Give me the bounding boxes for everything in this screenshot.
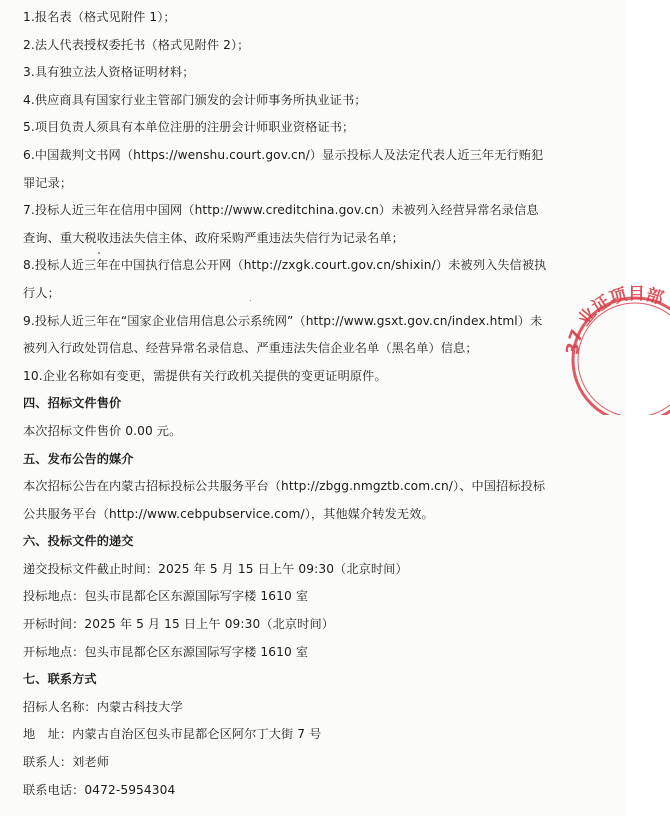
requirement-item-1: 1.报名表（格式见附件 1）； [23,10,176,24]
scan-speck [98,252,100,254]
requirement-item-7: 7.投标人近三年在信用中国网（http://www.creditchina.gov.cn）未被列入经营异常名录信息 [23,203,539,218]
submission-deadline: 递交投标文件截止时间：2025 年 5 月 15 日上午 09:30（北京时间） [23,561,408,576]
requirement-item-6-cont: 罪记录； [23,175,73,190]
requirement-item-9: 9.投标人近三年在“国家企业信用信息公示系统网”（http://www.gsxt.gov.cn/index.html）未 [23,313,543,328]
opening-time: 开标时间：2025 年 5 月 15 日上午 09:30（北京时间） [23,617,335,632]
contact-phone: 联系电话：0472-5954304 [23,782,176,797]
tenderer-name: 招标人名称：内蒙古科技大学 [23,699,183,714]
seal-text: 37 业证项目部 [562,285,666,356]
requirement-item-6: 6.中国裁判文书网（https://wenshu.court.gov.cn/）显示投标人及法定代表人近三年无行贿犯 [23,147,544,162]
contact-person: 联系人：刘老师 [23,755,110,770]
submission-location: 投标地点：包头市昆都仑区东源国际写字楼 1610 室 [23,589,309,604]
requirement-item-7-cont: 查询、重大税收违法失信主体、政府采购严重违法失信行为记录名单； [23,230,404,245]
requirement-item-8: 8.投标人近三年在中国执行信息公开网（http://zxgk.court.gov.cn/shixin/）未被列入失信被执 [23,258,547,273]
requirement-item-8-cont: 行人； [23,285,60,300]
section-4-heading: 四、招标文件售价 [23,396,122,411]
requirement-item-2: 2.法人代表授权委托书（格式见附件 2）； [23,37,250,52]
section-6-heading: 六、投标文件的递交 [23,534,134,549]
section-7-heading: 七、联系方式 [23,672,97,687]
media-line-1: 本次招标公告在内蒙古招标投标公共服务平台（http://zbgg.nmgztb.com.cn/）、中国招标投标 [23,479,546,494]
scan-speck [250,300,251,301]
requirement-item-5: 5.项目负责人须具有本单位注册的注册会计师职业资格证书； [23,120,355,135]
document-price: 本次招标文件售价 0.00 元。 [23,423,182,438]
opening-location: 开标地点：包头市昆都仑区东源国际写字楼 1610 室 [23,644,309,659]
tenderer-address: 地 址：内蒙古自治区包头市昆都仑区阿尔丁大街 7 号 [23,727,322,742]
section-5-heading: 五、发布公告的媒介 [23,451,134,466]
requirement-item-10: 10.企业名称如有变更，需提供有关行政机关提供的变更证明原件。 [23,368,387,383]
requirement-item-9-cont: 被列入行政处罚信息、经营异常名录信息、严重违法失信企业名单（黑名单）信息； [23,341,478,356]
document-content [23,9,583,809]
requirement-item-4: 4.供应商具有国家行业主管部门颁发的会计师事务所执业证书； [23,92,367,107]
media-line-2: 公共服务平台（http://www.cebpubservice.com/），其他媒介转发无效。 [23,506,434,521]
requirement-item-3: 3.具有独立法人资格证明材料； [23,65,195,80]
